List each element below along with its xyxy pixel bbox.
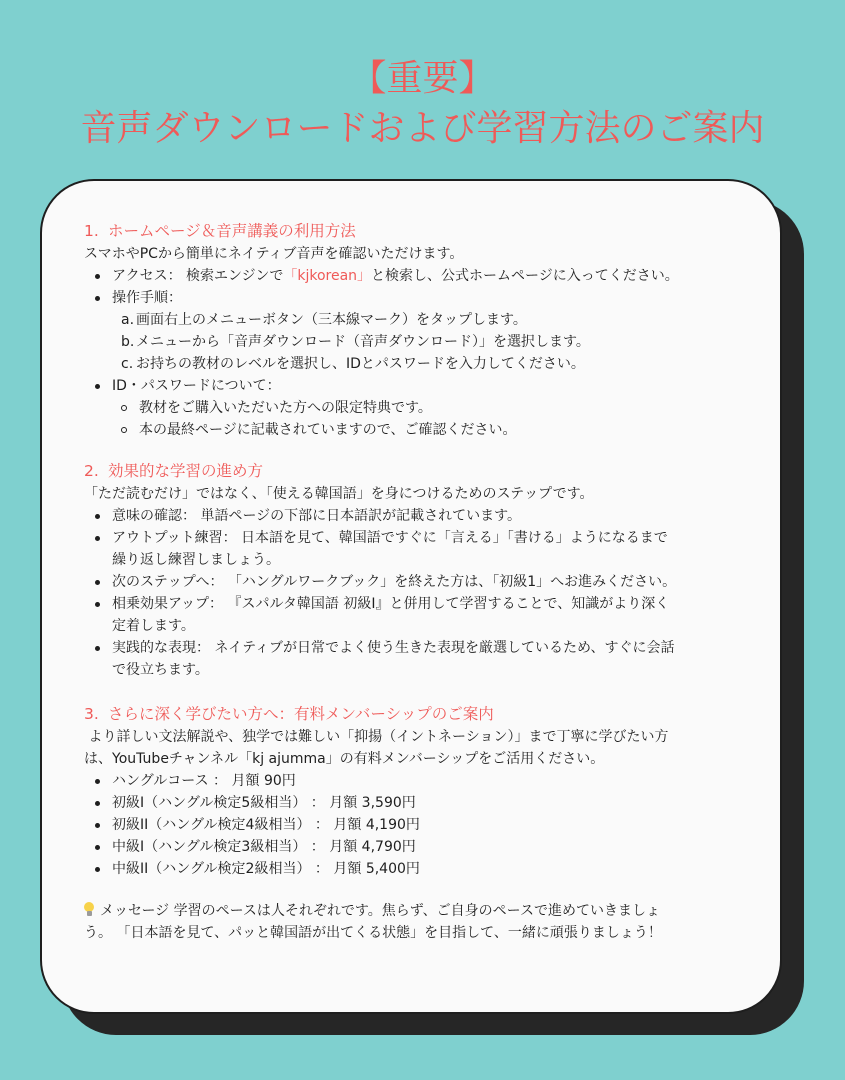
study-tip-text: アウトプット練習： 日本語を見て、韓国語ですぐに「言える」「書ける」ようになるまで: [112, 530, 668, 546]
section-3-intro-line1: より詳しい文法解説や、独学では難しい「抑揚（イントネーション）」まで丁寧に学びたい方: [84, 729, 669, 745]
section-1: [84, 219, 764, 441]
step-text: メニューから「音声ダウンロード（音声ダウンロード）」を選択します。: [136, 334, 590, 350]
section-1-heading: [84, 219, 764, 243]
study-tip-item: [84, 593, 764, 637]
procedure-step: [84, 309, 764, 331]
procedure-label: 操作手順：: [112, 290, 182, 306]
section-2-number: 2.: [84, 462, 99, 480]
section-1-number: 1.: [84, 222, 99, 240]
section-1-list-2: [84, 375, 764, 397]
study-tip-text: 実践的な表現： ネイティブが日常でよく使う生きた表現を厳選しているため、すぐに会話: [112, 640, 675, 656]
section-1-title: ホームページ＆音声講義の利用方法: [108, 222, 356, 240]
section-1-intro: スマホやPCから簡単にネイティブ音声を確認いただけます。: [84, 246, 464, 262]
membership-plan: 中級II（ハングル検定2級相当） ： 月額 5,400円: [84, 858, 764, 880]
section-3: [84, 702, 764, 880]
study-tip-text-cont: で役立ちます。: [112, 662, 209, 678]
message-text: メッセージ 学習のペースは人それぞれです。焦らず、ご自身のペースで進めていきましょ: [100, 903, 660, 919]
section-3-intro-line2: は、YouTubeチャンネル「kj ajumma」の有料メンバーシップをご活用ください。: [84, 751, 605, 767]
study-tip-text: 次のステップへ： 「ハングルワークブック」を終えた方は、「初級1」へお進みください。: [112, 574, 677, 590]
access-suffix: と検索し、公式ホームページに入ってください。: [371, 268, 679, 284]
access-item: [84, 265, 764, 287]
study-tip-text-cont: 繰り返し練習しましょう。: [112, 552, 280, 568]
page-title: 音声ダウンロードおよび学習方法のご案内: [80, 108, 765, 149]
section-3-title: さらに深く学びたい方へ：有料メンバーシップのご案内: [108, 705, 494, 723]
id-note: 本の最終ページに記載されていますので、ご確認ください。: [84, 419, 764, 441]
membership-plan: ハングルコース ： 月額 90円: [84, 770, 764, 792]
membership-plan: 初級I（ハングル検定5級相当） ： 月額 3,590円: [84, 792, 764, 814]
step-text: お持ちの教材のレベルを選択し、IDとパスワードを入力してください。: [136, 356, 585, 372]
membership-plan-list: [84, 770, 764, 880]
message-line-2: う。 「日本語を見て、パッと韓国語が出てくる状態」を目指して、一緒に頑張りましょう！: [84, 925, 662, 941]
section-2: [84, 459, 764, 681]
message-block: [84, 900, 764, 944]
id-note: 教材をご購入いただいた方への限定特典です。: [84, 397, 764, 419]
study-tip-item: [84, 527, 764, 571]
id-password-item: [84, 375, 764, 397]
section-2-list: [84, 505, 764, 681]
section-1-list: [84, 265, 764, 309]
section-2-intro: 「ただ読むだけ」ではなく、「使える韓国語」を身につけるためのステップです。: [84, 486, 594, 502]
study-tip-item: [84, 571, 764, 593]
id-label: ID・パスワードについて：: [112, 378, 281, 394]
access-prefix: アクセス： 検索エンジンで: [112, 268, 284, 284]
section-3-heading: [84, 702, 764, 726]
procedure-item: [84, 287, 764, 309]
study-tip-text: 相乗効果アップ： 『スパルタ韓国語 初級I』と併用して学習することで、知識がより深く: [112, 596, 670, 612]
study-tip-text-cont: 定着します。: [112, 618, 195, 634]
page-title-badge: 【重要】: [350, 58, 495, 99]
section-3-number: 3.: [84, 705, 99, 723]
section-2-heading: [84, 459, 764, 483]
procedure-step: [84, 353, 764, 375]
membership-plan: 中級I（ハングル検定3級相当） ： 月額 4,790円: [84, 836, 764, 858]
step-mark: a.: [121, 312, 135, 328]
step-mark: c.: [121, 356, 134, 372]
study-tip-item: [84, 637, 764, 681]
procedure-step: [84, 331, 764, 353]
lightbulb-icon: [84, 902, 94, 916]
step-mark: b.: [121, 334, 135, 350]
message-line-1: [84, 900, 764, 922]
section-2-title: 効果的な学習の進め方: [108, 462, 264, 480]
study-tip-text: 意味の確認： 単語ページの下部に日本語訳が記載されています。: [112, 508, 522, 524]
membership-plan: 初級II（ハングル検定4級相当） ： 月額 4,190円: [84, 814, 764, 836]
step-text: 画面右上のメニューボタン（三本線マーク）をタップします。: [136, 312, 527, 328]
study-tip-item: [84, 505, 764, 527]
search-keyword: 「kjkorean」: [283, 268, 372, 284]
